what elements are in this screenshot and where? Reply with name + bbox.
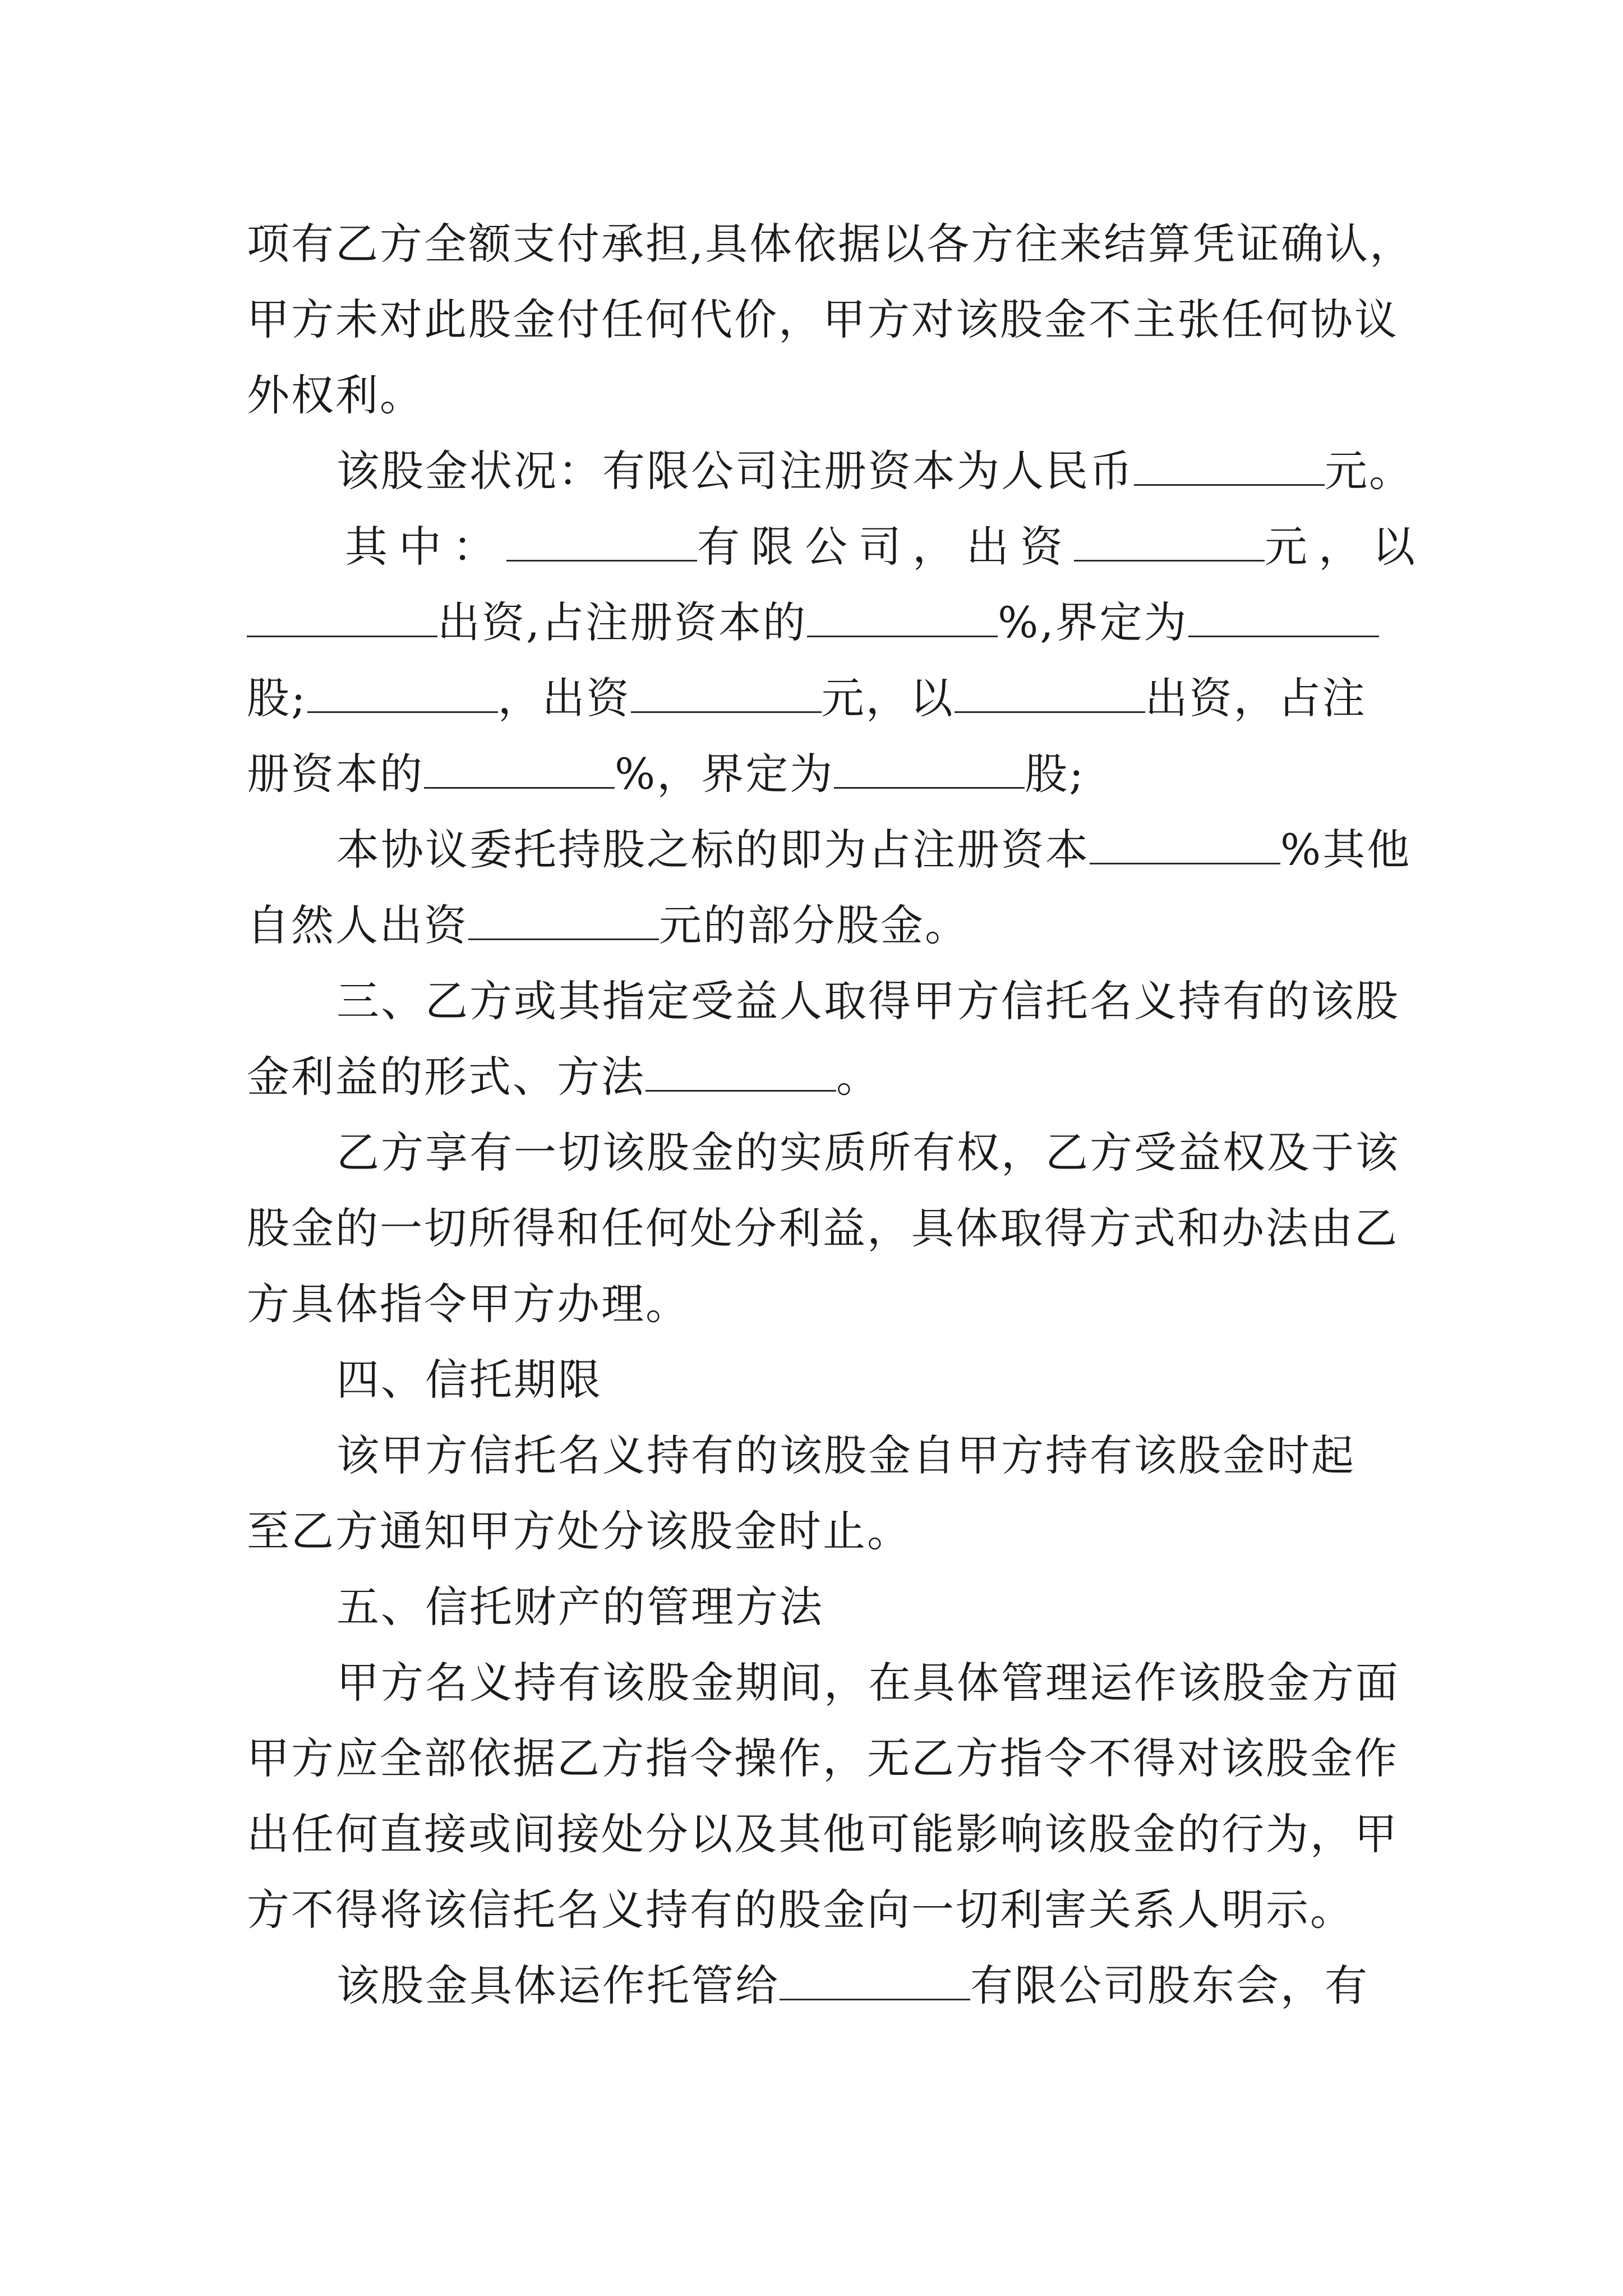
text-line [336,973,1400,1029]
text-segment: 元。 [1325,446,1413,496]
text-segment: 方不得将该信托名义持有的股金向一切利害关系人明示。 [247,1885,1354,1935]
text-segment: 金利益的形式、方法 [247,1052,645,1102]
text-segment: 该甲方信托名义持有的该股金自甲方持有该股金时起 [336,1430,1355,1480]
text-segment: 股; [247,673,307,723]
fill-in-blank [631,708,822,713]
text-segment: 甲方未对此股金付任何代价，甲方对该股金不主张任何协议 [247,295,1399,344]
text-line [247,1049,880,1105]
text-line [247,1731,1399,1787]
text-segment: 四、信托期限 [336,1355,602,1405]
text-line [247,292,1399,348]
text-line [336,1125,1400,1181]
text-segment: 甲方名义持有该股金期间，在具体管理运作该股金方面 [336,1658,1400,1708]
text-segment: 该股金状况：有限公司注册资本为人民币 [336,446,1134,496]
text-segment: 该股金具体运作托管给 [336,1961,780,2010]
text-segment: 乙方享有一切该股金的实质所有权，乙方受益权及于该 [336,1128,1400,1177]
text-segment: 其中： [345,522,506,572]
text-segment: 五、信托财产的管理方法 [336,1582,824,1632]
text-line [345,519,1426,575]
text-line [247,367,424,424]
text-segment: 元，以 [821,673,955,723]
section-heading [336,1579,824,1635]
text-segment: %，界定为 [615,749,834,799]
text-segment: 元，以 [1265,522,1426,572]
text-segment: 甲方应全部依据乙方指令操作，无乙方指令不得对该股金作 [247,1733,1399,1783]
text-segment: %其他 [1280,825,1412,875]
text-line [336,822,1411,878]
text-segment: 有限公司股东会，有 [970,1961,1369,2010]
text-line [247,595,1379,651]
text-line [247,216,1414,272]
fill-in-blank [807,632,998,637]
text-line [336,1958,1369,2014]
text-segment: ，出资 [497,673,631,723]
fill-in-blank [780,1995,970,2000]
text-segment: 。 [836,1052,880,1102]
fill-in-blank [468,935,659,940]
text-segment: 本协议委托持股之标的即为占注册资本 [336,825,1090,875]
text-segment: 出任何直接或间接处分以及其他可能影响该股金的行为，甲 [247,1809,1399,1859]
fill-in-blank [645,1087,836,1092]
text-segment: 外权利。 [247,370,424,420]
text-segment: 册资本的 [247,749,424,799]
text-line [247,1276,690,1332]
text-segment: 至乙方通知甲方处分该股金时止。 [247,1506,911,1556]
text-segment: 自然人出资 [247,900,468,950]
text-line [336,1655,1400,1711]
text-line [247,746,1085,802]
text-line [336,443,1413,499]
text-line [247,670,1367,726]
fill-in-blank [307,708,498,713]
fill-in-blank [1074,556,1265,562]
fill-in-blank [506,556,697,562]
section-heading [336,1352,602,1408]
text-line [247,1882,1354,1938]
text-line [247,1806,1399,1862]
text-segment: 元的部分股金。 [659,900,969,950]
text-segment: 项有乙方全额支付承担,具体依据以各方往来结算凭证确认， [247,219,1414,269]
text-segment: 出资，占注 [1145,673,1367,723]
fill-in-blank [955,708,1145,713]
text-segment: 有限公司，出资 [697,522,1074,572]
fill-in-blank [247,632,437,637]
fill-in-blank [424,784,615,789]
fill-in-blank [1090,859,1280,864]
fill-in-blank [1134,481,1325,486]
text-line [247,1200,1399,1257]
text-segment: 股; [1025,749,1085,799]
text-segment: 出资,占注册资本的 [437,597,808,647]
text-segment: %,界定为 [998,597,1188,647]
text-segment: 三、乙方或其指定受益人取得甲方信托名义持有的该股 [336,976,1400,1026]
text-segment: 股金的一切所得和任何处分利益，具体取得方式和办法由乙 [247,1203,1399,1253]
text-line [247,898,969,954]
text-line [336,1428,1355,1484]
fill-in-blank [834,784,1025,789]
text-segment: 方具体指令甲方办理。 [247,1279,690,1329]
text-line [247,1503,911,1559]
fill-in-blank [1188,632,1379,637]
